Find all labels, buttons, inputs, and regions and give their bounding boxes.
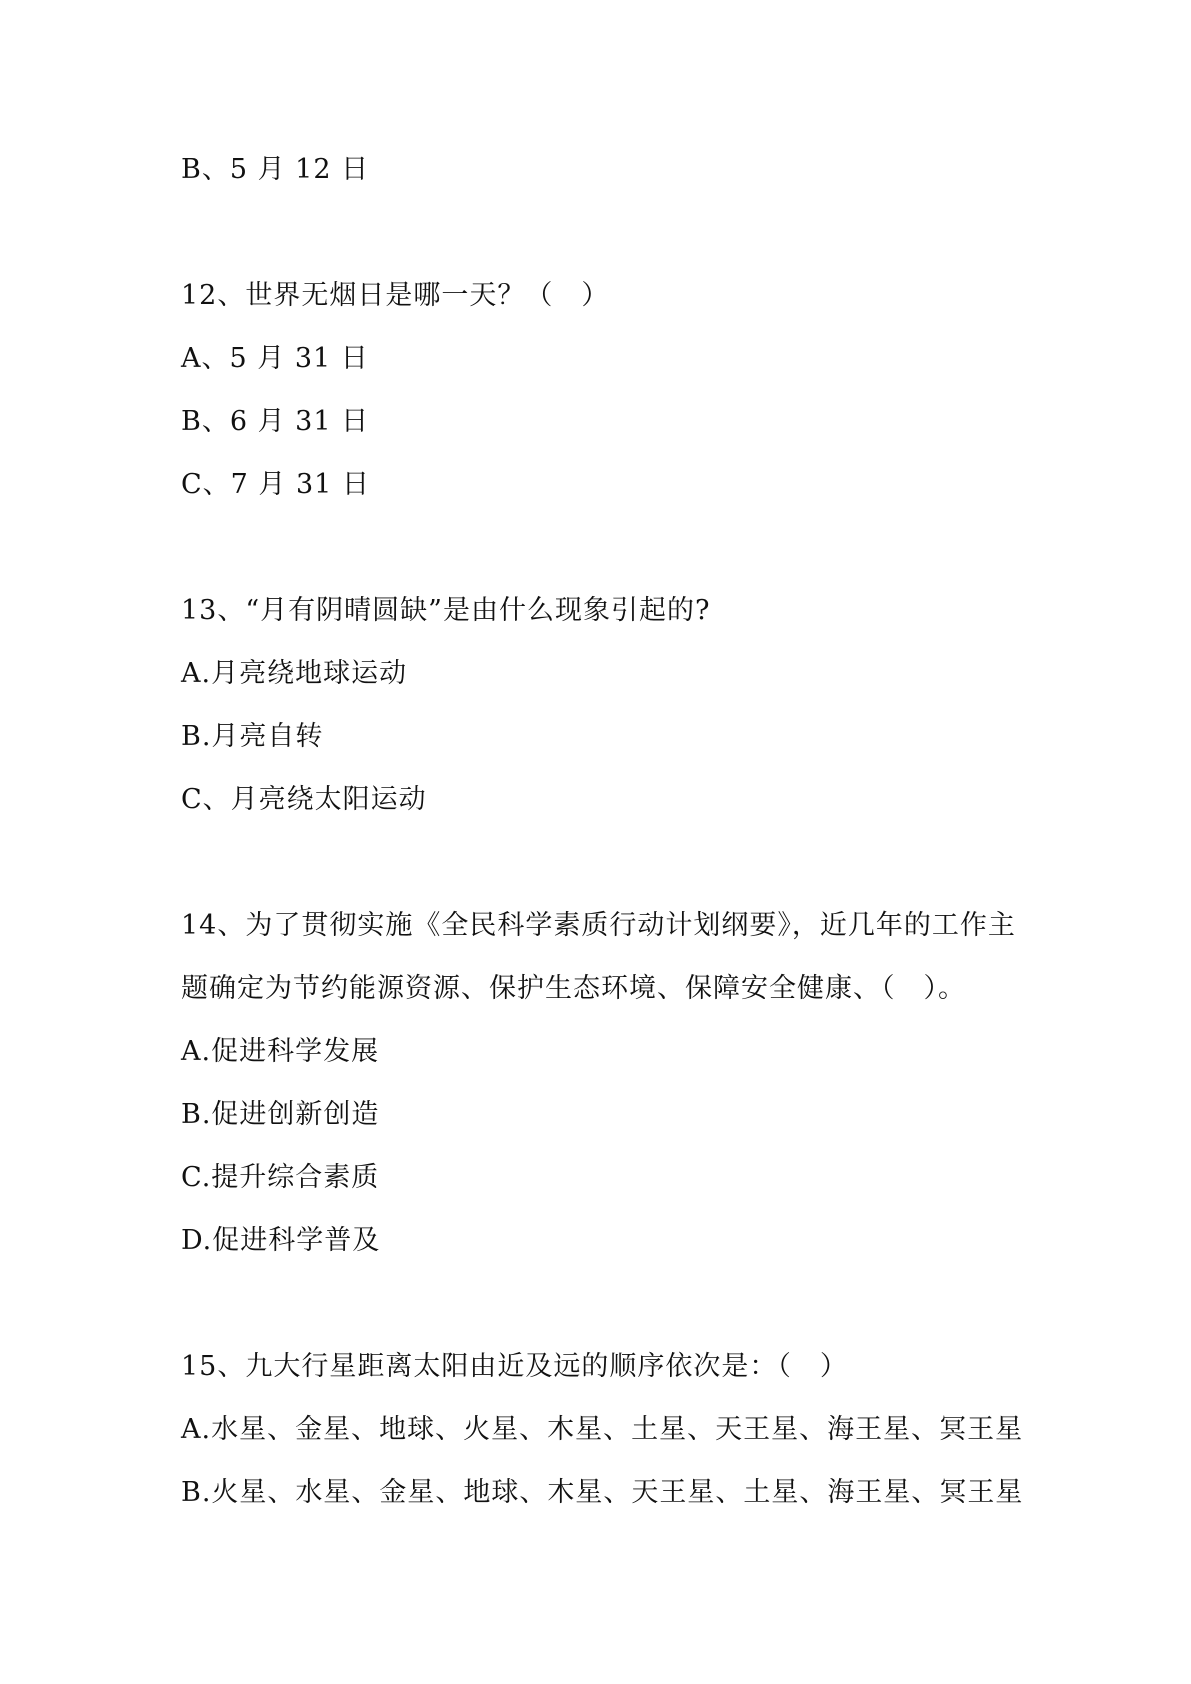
option-13-c: C、月亮绕太阳运动 bbox=[181, 784, 427, 815]
option-12-b: B、6 月 31 日 bbox=[181, 406, 370, 437]
option-14-d: D.促进科学普及 bbox=[181, 1225, 381, 1256]
option-12-a: A、5 月 31 日 bbox=[181, 343, 369, 374]
option-15-b: B.火星、水星、金星、地球、木星、天王星、土星、海王星、冥王星 bbox=[181, 1477, 1024, 1508]
question-15: 15、九大行星距离太阳由近及远的顺序依次是：（ ） bbox=[181, 1351, 848, 1382]
question-14-line-1: 14、为了贯彻实施《全民科学素质行动计划纲要》，近几年的工作主 bbox=[181, 910, 1016, 941]
option-11-b: B、5 月 12 日 bbox=[181, 154, 370, 185]
question-13: 13、“月有阴晴圆缺”是由什么现象引起的? bbox=[181, 595, 711, 626]
option-14-c: C.提升综合素质 bbox=[181, 1162, 380, 1193]
option-13-a: A.月亮绕地球运动 bbox=[181, 658, 408, 689]
option-12-c: C、7 月 31 日 bbox=[181, 469, 370, 500]
option-14-b: B.促进创新创造 bbox=[181, 1099, 380, 1130]
question-12: 12、世界无烟日是哪一天？（ ） bbox=[181, 280, 610, 311]
question-14-line-2: 题确定为节约能源资源、保护生态环境、保障安全健康、（ ）。 bbox=[181, 973, 966, 1004]
option-15-a: A.水星、金星、地球、火星、木星、土星、天王星、海王星、冥王星 bbox=[181, 1414, 1024, 1445]
option-13-b: B.月亮自转 bbox=[181, 721, 324, 752]
option-14-a: A.促进科学发展 bbox=[181, 1036, 380, 1067]
